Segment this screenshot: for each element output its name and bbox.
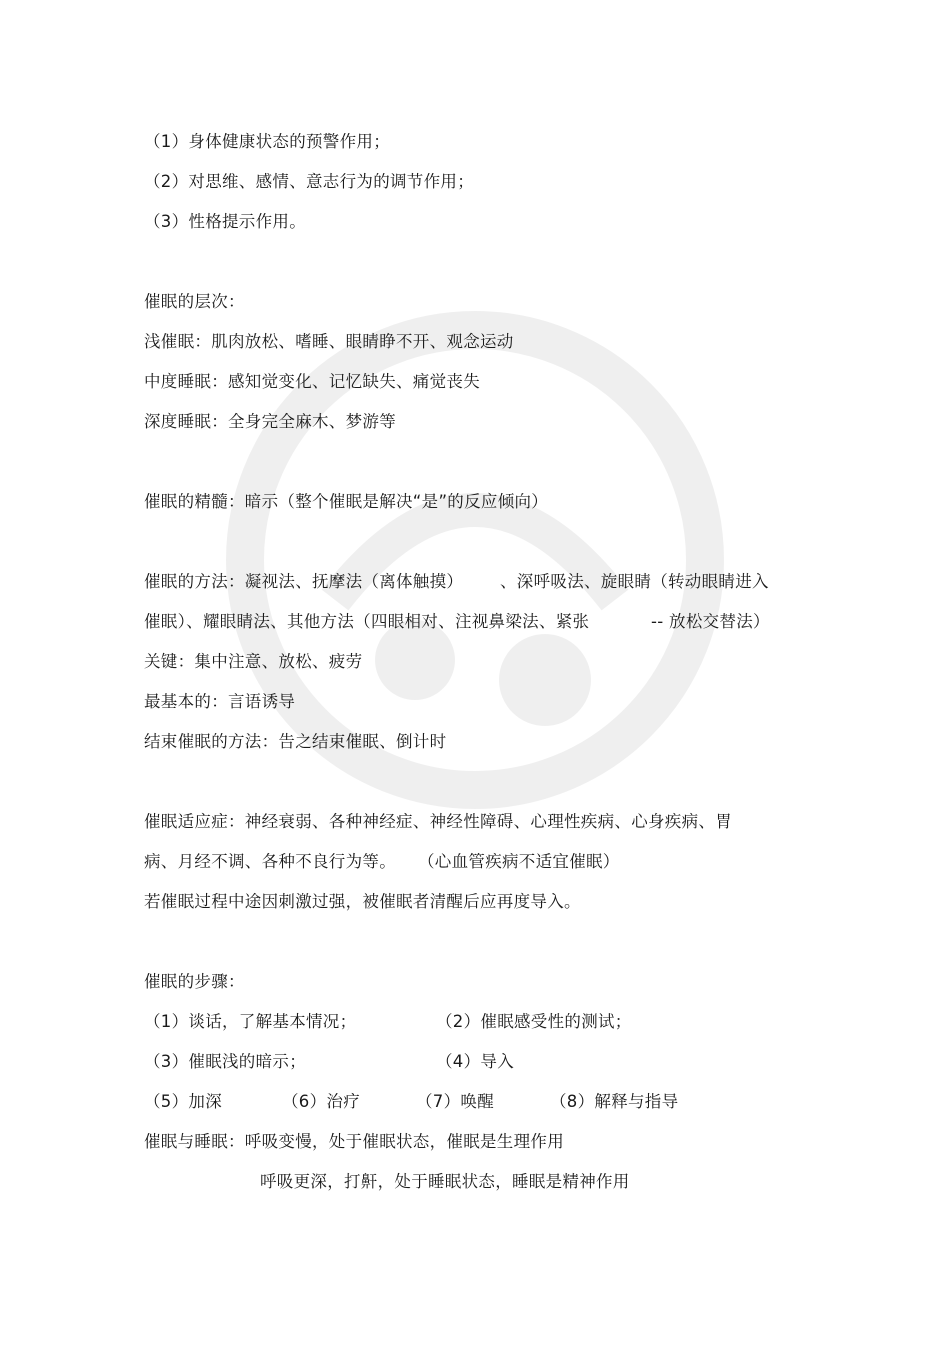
function-item-3: （3）性格提示作用。 — [144, 212, 306, 231]
methods-line-2a: 催眠）、耀眼睛法、其他方法（四眼相对、注视鼻梁法、紧张 — [144, 612, 590, 631]
function-item-1: （1）身体健康状态的预警作用； — [144, 132, 390, 151]
step-7: （7）唤醒 — [416, 1092, 494, 1111]
step-6: （6）治疗 — [282, 1092, 360, 1111]
comparison-line-2: 呼吸更深，打鼾，处于睡眠状态，睡眠是精神作用 — [260, 1172, 630, 1191]
methods-key: 关键：集中注意、放松、疲劳 — [144, 652, 363, 671]
step-1: （1）谈话，了解基本情况； — [144, 1012, 357, 1031]
function-item-2: （2）对思维、感情、意志行为的调节作用； — [144, 172, 474, 191]
methods-ending: 结束催眠的方法：告之结束催眠、倒计时 — [144, 732, 447, 751]
indications-line-3: 若催眠过程中途因刺激过强，被催眠者清醒后应再度导入。 — [144, 892, 581, 911]
essence-line: 催眠的精髓：暗示（整个催眠是解决“是”的反应倾向） — [144, 492, 549, 511]
indications-line-2a: 病、月经不调、各种不良行为等。 — [144, 852, 396, 871]
level-item-3: 深度睡眠：全身完全麻木、梦游等 — [144, 412, 396, 431]
methods-line-2b: -- 放松交替法） — [651, 612, 770, 631]
methods-line-1b: 、深呼吸法、旋眼睛（转动眼睛进入 — [500, 572, 769, 591]
level-item-2: 中度睡眠：感知觉变化、记忆缺失、痛觉丧失 — [144, 372, 480, 391]
steps-heading: 催眠的步骤： — [144, 972, 245, 991]
methods-line-1a: 催眠的方法：凝视法、抚摩法（离体触摸） — [144, 572, 464, 591]
comparison-line-1: 催眠与睡眠：呼吸变慢，处于催眠状态，催眠是生理作用 — [144, 1132, 564, 1151]
step-8: （8）解释与指导 — [550, 1092, 679, 1111]
step-5: （5）加深 — [144, 1092, 222, 1111]
step-4: （4）导入 — [436, 1052, 514, 1071]
level-item-1: 浅催眠：肌肉放松、嗜睡、眼睛睁不开、观念运动 — [144, 332, 514, 351]
indications-line-2b: （心血管疾病不适宜催眠） — [418, 852, 620, 871]
step-3: （3）催眠浅的暗示； — [144, 1052, 306, 1071]
levels-heading: 催眠的层次： — [144, 292, 245, 311]
methods-basic: 最基本的：言语诱导 — [144, 692, 296, 711]
indications-line-1: 催眠适应症：神经衰弱、各种神经症、神经性障碍、心理性疾病、心身疾病、胃 — [144, 812, 732, 831]
step-2: （2）催眠感受性的测试； — [436, 1012, 632, 1031]
